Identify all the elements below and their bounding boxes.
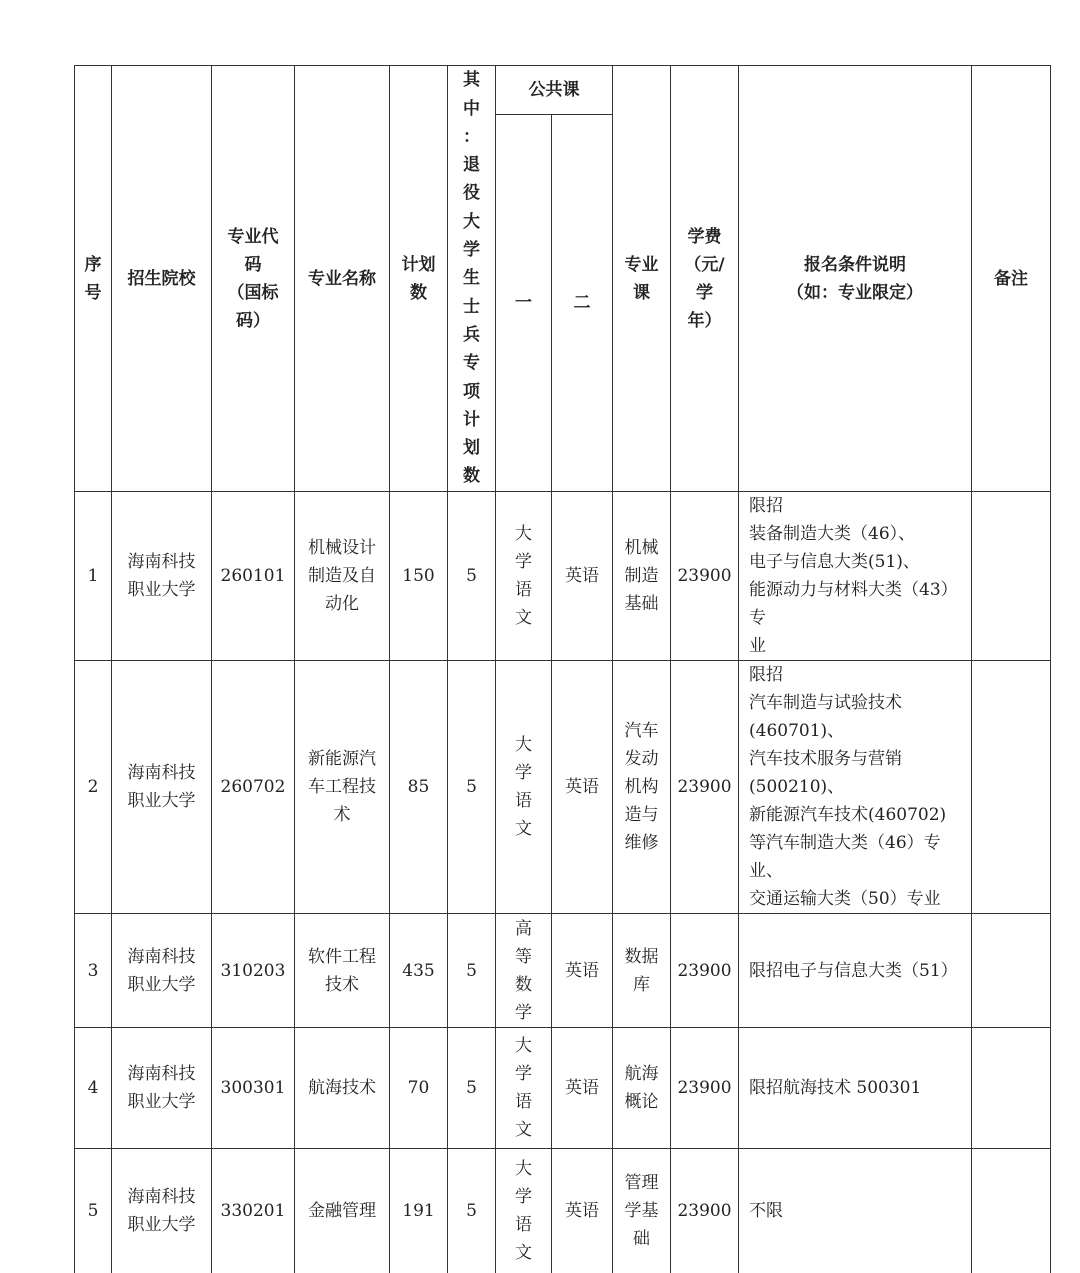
header-public-2: 二 [552, 115, 613, 492]
cell-school [112, 914, 212, 1028]
cell-fee: 23900 [671, 492, 739, 661]
header-public-1: 一 [496, 115, 552, 492]
text-line: 新能源汽车技术(460702) [749, 805, 947, 825]
text-line: 航海 [624, 1064, 659, 1084]
cell-fee: 23900 [671, 1028, 739, 1149]
text-line: 海南科技 [127, 946, 196, 967]
text-line: 海南科技 [127, 1064, 196, 1084]
cell-veteran: 5 [448, 914, 496, 1028]
header-public: 公共课 [496, 66, 613, 115]
cell-prof [613, 914, 671, 1028]
header-seq [75, 66, 112, 492]
header-school: 招生院校 [112, 66, 212, 492]
cell-prof [613, 661, 671, 914]
text-line: ： [463, 126, 480, 147]
text-line: 学 [463, 240, 480, 261]
cell-prof [613, 1028, 671, 1149]
text-line: 管理 [624, 1172, 659, 1193]
cell-conditions [739, 492, 972, 661]
cell-seq: 5 [75, 1149, 112, 1273]
text-line: 项 [463, 381, 480, 402]
text-line: 报名条件说明 [804, 254, 906, 275]
text-line: 退 [463, 155, 480, 176]
cell-prof [613, 1149, 671, 1273]
cell-plan: 191 [390, 1149, 448, 1273]
table-header [75, 66, 1051, 492]
text-line: 制造及自 [308, 566, 376, 586]
text-line: 限招电子与信息大类（51） [749, 960, 958, 981]
text-line: 语 [515, 580, 532, 600]
cell-public-2: 英语 [552, 914, 613, 1028]
text-line: 车工程技 [308, 777, 376, 797]
cell-public-2: 英语 [552, 492, 613, 661]
text-line: 制造 [624, 566, 659, 586]
text-line: 基础 [624, 594, 659, 614]
text-line: 大 [515, 735, 532, 755]
cell-remark [972, 1028, 1051, 1149]
text-line: 兵 [463, 324, 480, 345]
cell-seq: 4 [75, 1028, 112, 1149]
text-line: 电子与信息大类(51)、 [749, 552, 920, 572]
cell-major [295, 661, 390, 914]
cell-veteran: 5 [448, 492, 496, 661]
text-line: 海南科技 [127, 763, 196, 783]
cell-code: 310203 [212, 914, 295, 1028]
text-line: 金融管理 [308, 1200, 376, 1221]
text-line: 号 [84, 282, 102, 303]
text-line: 大 [515, 1036, 532, 1056]
text-line: 交通运输大类（50）专业 [749, 889, 941, 909]
text-line: 专 [463, 353, 480, 374]
text-line: 生 [463, 268, 480, 289]
cell-public-2: 英语 [552, 1028, 613, 1149]
text-line: 士 [463, 296, 480, 317]
header-fee [671, 66, 739, 492]
table-row [75, 1149, 1051, 1273]
text-line: 海南科技 [127, 552, 196, 572]
cell-fee: 23900 [671, 914, 739, 1028]
cell-public-2: 英语 [552, 661, 613, 914]
header-cond [739, 66, 972, 492]
header-plan [390, 66, 448, 492]
text-line: 航海技术 [308, 1078, 376, 1098]
text-line: 计 [463, 409, 480, 430]
text-line: 职业大学 [127, 974, 196, 995]
table-row [75, 914, 1051, 1028]
text-line: 大 [515, 524, 532, 544]
cell-plan: 70 [390, 1028, 448, 1149]
text-line: 役 [463, 183, 480, 204]
text-line: 汽车制造与试验技术 [749, 693, 902, 713]
text-line: 发动 [624, 749, 659, 769]
text-line: 语 [515, 791, 532, 811]
text-line: （如：专业限定） [787, 282, 923, 303]
cell-remark [972, 1149, 1051, 1273]
text-line: 语 [515, 1214, 532, 1235]
text-line: 机械 [624, 538, 659, 558]
table-body [75, 492, 1051, 1273]
cell-fee: 23900 [671, 1149, 739, 1273]
cell-major [295, 1149, 390, 1273]
text-line: 维修 [624, 833, 659, 853]
cell-remark [972, 492, 1051, 661]
text-line: 数据 [624, 946, 659, 967]
cell-veteran: 5 [448, 1028, 496, 1149]
cell-public-1 [496, 914, 552, 1028]
cell-seq: 3 [75, 914, 112, 1028]
text-line: 数 [515, 974, 532, 995]
text-line: 大 [463, 211, 480, 232]
text-line: 文 [515, 608, 532, 628]
header-major: 专业名称 [295, 66, 390, 492]
cell-public-1 [496, 661, 552, 914]
cell-major [295, 1028, 390, 1149]
table-row [75, 661, 1051, 914]
cell-public-1 [496, 1028, 552, 1149]
header-veteran [448, 66, 496, 492]
text-line: 职业大学 [127, 791, 196, 811]
text-line: 限招 [749, 496, 783, 516]
text-line: 术 [333, 805, 351, 825]
cell-remark [972, 914, 1051, 1028]
text-line: 汽车 [624, 721, 659, 741]
text-line: 础 [633, 1228, 650, 1249]
cell-school [112, 661, 212, 914]
text-line: 装备制造大类（46）、 [749, 524, 916, 544]
cell-conditions [739, 1149, 972, 1273]
cell-fee: 23900 [671, 661, 739, 914]
text-line: 文 [515, 1120, 532, 1140]
text-line: 库 [633, 974, 650, 995]
text-line: 计划 [401, 254, 436, 275]
text-line: 职业大学 [127, 580, 196, 600]
cell-public-1 [496, 1149, 552, 1273]
text-line: 学 [515, 763, 532, 783]
cell-remark [972, 661, 1051, 914]
cell-public-2: 英语 [552, 1149, 613, 1273]
text-line: 专业代 [227, 226, 279, 247]
text-line: 汽车技术服务与营销 [749, 749, 902, 769]
text-line: 文 [515, 1242, 532, 1263]
text-line: 机构 [624, 777, 659, 797]
text-line: 学基 [624, 1200, 659, 1221]
text-line: 学 [515, 1064, 532, 1084]
text-line: 学 [696, 282, 713, 303]
text-line: (500210)、 [749, 777, 845, 797]
text-line: 限招航海技术 500301 [749, 1078, 922, 1098]
cell-major [295, 914, 390, 1028]
text-line: 学 [515, 1186, 532, 1207]
text-line: （元/ [684, 254, 725, 275]
text-line: 动化 [325, 594, 359, 614]
text-line: 学费 [687, 226, 722, 247]
text-line: 语 [515, 1092, 532, 1112]
text-line: 文 [515, 819, 532, 839]
text-line: 课 [633, 282, 650, 303]
cell-conditions [739, 1028, 972, 1149]
text-line: 年） [687, 310, 722, 331]
cell-code: 260101 [212, 492, 295, 661]
text-line: 学 [515, 552, 532, 572]
text-line: 码） [236, 310, 270, 331]
text-line: 序 [84, 254, 102, 275]
text-line: 概论 [624, 1092, 659, 1112]
text-line: 职业大学 [127, 1092, 196, 1112]
text-line: (460701)、 [749, 721, 845, 741]
cell-major [295, 492, 390, 661]
text-line: 新能源汽 [308, 749, 376, 769]
text-line: 数 [463, 466, 480, 487]
text-line: 技术 [325, 974, 359, 995]
text-line: 职业大学 [127, 1214, 196, 1235]
cell-code: 330201 [212, 1149, 295, 1273]
cell-code: 260702 [212, 661, 295, 914]
text-line: 机械设计 [308, 538, 376, 558]
text-line: 划 [463, 438, 480, 459]
cell-seq: 2 [75, 661, 112, 914]
text-line: 限招 [749, 665, 783, 685]
text-line: 大 [515, 1158, 532, 1179]
cell-school [112, 492, 212, 661]
text-line: 中 [463, 98, 480, 119]
cell-public-1 [496, 492, 552, 661]
text-line: 软件工程 [308, 946, 376, 967]
text-line: 高 [515, 918, 532, 939]
text-line: 能源动力与材料大类（43）专 [749, 580, 958, 628]
text-line: 业 [749, 636, 766, 656]
header-remark: 备注 [972, 66, 1051, 492]
cell-code: 300301 [212, 1028, 295, 1149]
header-code [212, 66, 295, 492]
cell-seq: 1 [75, 492, 112, 661]
text-line: 数 [410, 282, 427, 303]
cell-veteran: 5 [448, 1149, 496, 1273]
cell-plan: 435 [390, 914, 448, 1028]
cell-school [112, 1149, 212, 1273]
table-row [75, 1028, 1051, 1149]
text-line: 等 [515, 946, 532, 967]
cell-veteran: 5 [448, 661, 496, 914]
cell-school [112, 1028, 212, 1149]
text-line: 等汽车制造大类（46）专业、 [749, 833, 941, 881]
cell-plan: 150 [390, 492, 448, 661]
cell-plan: 85 [390, 661, 448, 914]
text-line: 不限 [749, 1200, 783, 1221]
text-line: 码 [244, 254, 262, 275]
cell-prof [613, 492, 671, 661]
text-line: 其 [463, 70, 480, 91]
table-row [75, 492, 1051, 661]
text-line: 专业 [624, 254, 659, 275]
text-line: 造与 [624, 805, 659, 825]
header-prof [613, 66, 671, 492]
cell-conditions [739, 914, 972, 1028]
cell-conditions [739, 661, 972, 914]
enrollment-table [74, 65, 1051, 1273]
text-line: （国标 [227, 282, 279, 303]
text-line: 学 [515, 1002, 532, 1023]
text-line: 海南科技 [127, 1186, 196, 1207]
